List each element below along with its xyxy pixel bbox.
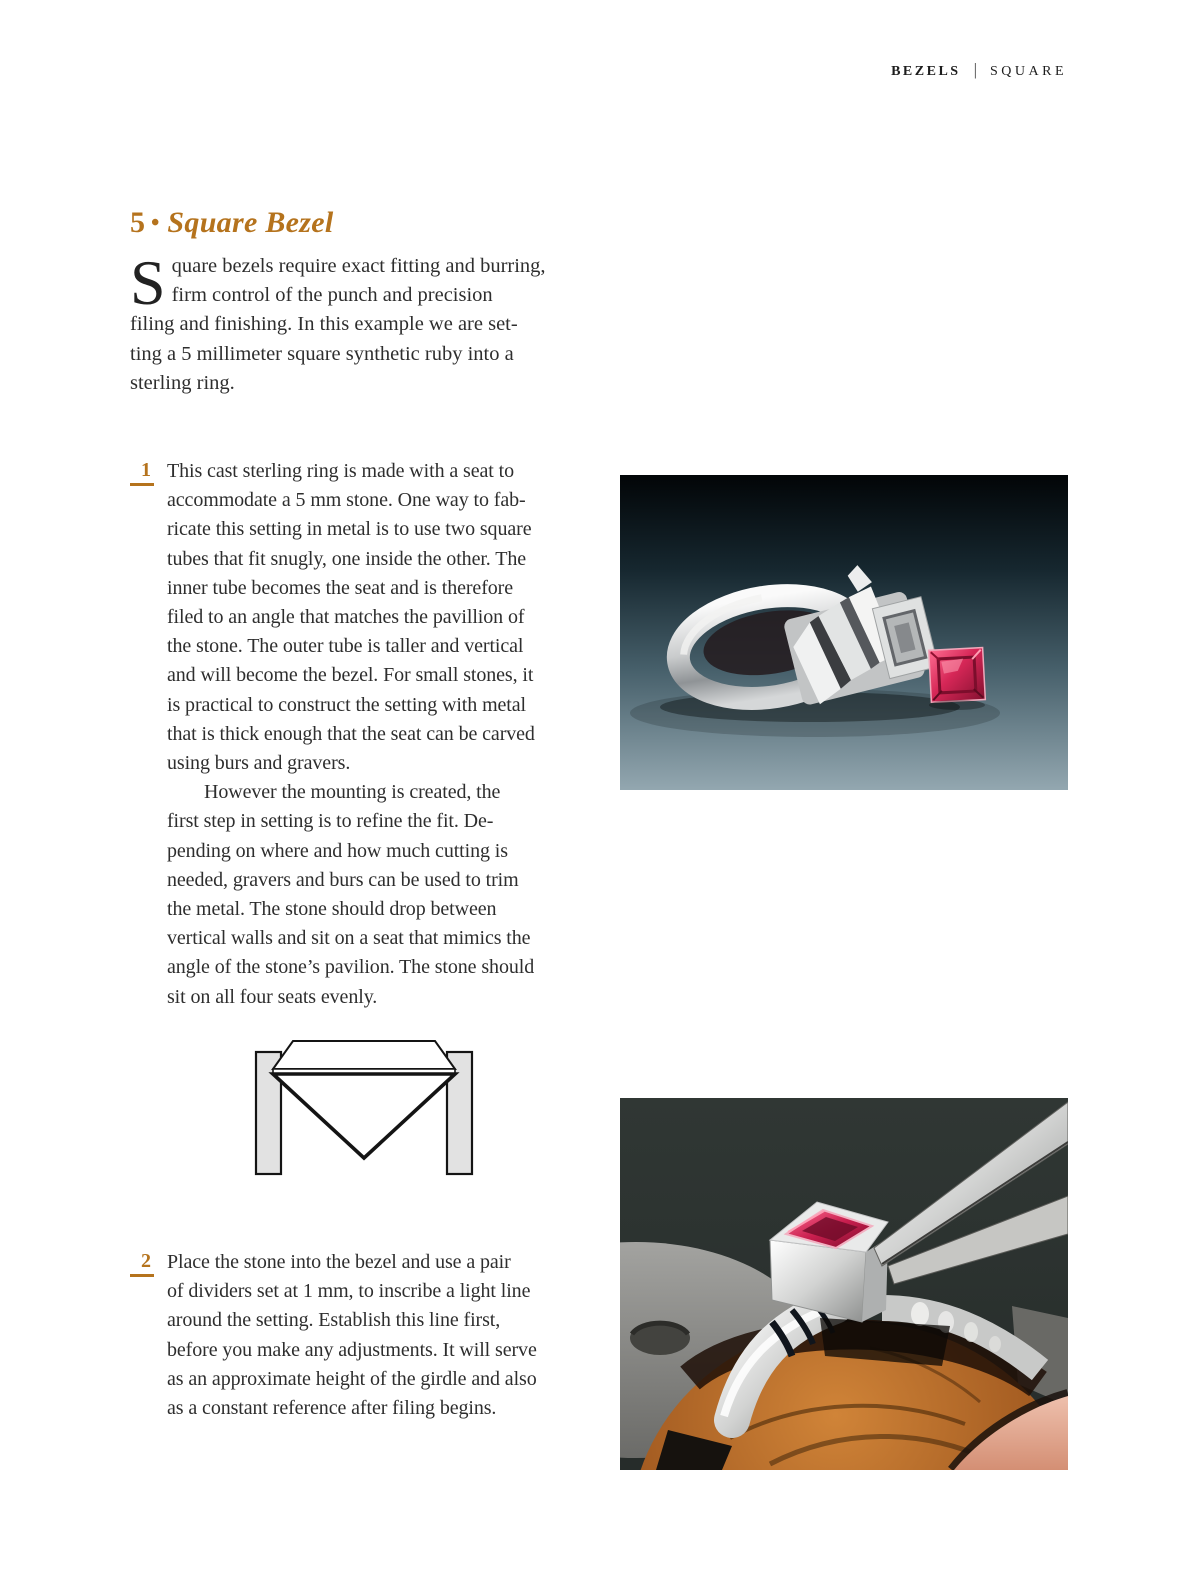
text-line: needed, gravers and burs can be used to trim	[167, 868, 519, 891]
stone-pavilion	[273, 1074, 455, 1158]
ring-and-stone-photo	[620, 475, 1068, 790]
chapter-title	[130, 206, 334, 240]
text-line: using burs and gravers.	[167, 752, 351, 775]
text-line: Place the stone into the bezel and use a pair	[167, 1251, 511, 1273]
text-line: that is thick enough that the seat can be carved	[167, 722, 535, 745]
ring-and-stone-illustration	[620, 475, 1068, 790]
step-1-paragraph-1	[167, 457, 610, 778]
stone-shadow	[929, 700, 985, 710]
header-subsection: SQUARE	[989, 64, 1067, 79]
title-bullet: •	[151, 210, 160, 236]
text-line: as a constant reference after filing begins.	[167, 1397, 497, 1420]
text-line: sit on all four seats evenly.	[167, 985, 378, 1008]
text-line: the metal. The stone should drop between	[167, 898, 497, 921]
step-2-text	[167, 1248, 610, 1423]
step-1-paragraph-2	[167, 778, 610, 1012]
chapter-number: 5	[130, 206, 145, 239]
text-line: angle of the stone’s pavilion. The stone should	[167, 956, 535, 979]
text-line: ting a 5 millimeter square synthetic ruby into a	[130, 342, 514, 365]
text-line: pending on where and how much cutting is	[167, 839, 508, 862]
text-line: This cast sterling ring is made with a seat to	[167, 460, 514, 482]
text-line: tubes that fit snugly, one inside the other. The	[167, 547, 527, 570]
text-line: the stone. The outer tube is taller and vertical	[167, 635, 524, 658]
step-2-paragraph-1	[167, 1248, 610, 1423]
text-line: of dividers set at 1 mm, to inscribe a light line	[167, 1280, 531, 1303]
text-line: first step in setting is to refine the fit. De-	[167, 810, 494, 833]
text-line: before you make any adjustments. It will serve	[167, 1338, 537, 1361]
placing-stone-with-tweezers-photo	[620, 1098, 1068, 1470]
text-line: around the setting. Establish this line first,	[167, 1309, 501, 1332]
text-line: vertical walls and sit on a seat that mimics the	[167, 927, 531, 950]
step-2	[130, 1248, 610, 1423]
drop-cap: S	[130, 247, 166, 318]
intro-lines	[130, 247, 610, 398]
step-1-number: 1	[130, 458, 154, 486]
text-line: inner tube becomes the seat and is therefore	[167, 576, 514, 599]
step-2-number: 2	[130, 1249, 154, 1277]
text-line: and will become the bezel. For small stones, it	[167, 664, 534, 687]
text-line: firm control of the punch and precision	[171, 284, 493, 307]
chapter-name: Square Bezel	[167, 206, 334, 239]
text-line: filed to an angle that matches the pavillion of	[167, 606, 525, 629]
text-line: as an approximate height of the girdle and also	[167, 1367, 537, 1390]
setting-illustration	[620, 1098, 1068, 1470]
header-divider: |	[973, 60, 977, 79]
stone-seat-cross-section-diagram	[248, 1034, 480, 1182]
intro-paragraph	[130, 247, 610, 398]
stone-crown	[273, 1041, 455, 1069]
text-line: quare bezels require exact fitting and burring,	[171, 255, 546, 277]
text-line: filing and finishing. In this example we are set-	[130, 313, 518, 336]
loose-ruby-stone	[929, 648, 986, 703]
step-1-text	[167, 457, 610, 1012]
text-line: ricate this setting in metal is to use two square	[167, 518, 532, 541]
step-1	[130, 457, 610, 1012]
text-line: accommodate a 5 mm stone. One way to fab-	[167, 489, 526, 512]
cross-section-drawing	[248, 1034, 480, 1182]
running-header	[891, 60, 1067, 80]
header-section: BEZELS	[891, 64, 961, 79]
text-line: is practical to construct the setting with metal	[167, 693, 526, 716]
text-line: However the mounting is created, the	[204, 781, 501, 804]
text-line: sterling ring.	[130, 371, 235, 394]
